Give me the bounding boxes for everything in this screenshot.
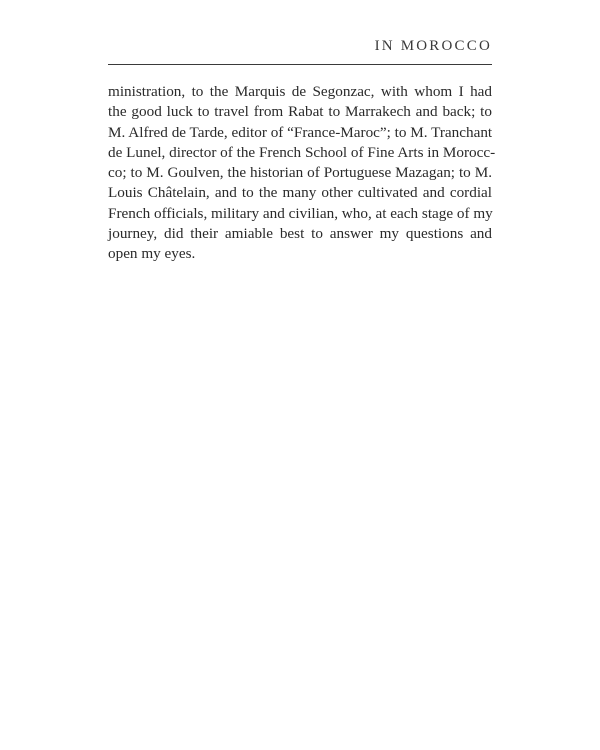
running-head: IN MOROCCO (374, 38, 492, 54)
text-line: the good luck to travel from Rabat to Marrakech and back; to (108, 103, 492, 121)
text-line: de Lunel, director of the French School of Fine Arts in Morocc- (108, 143, 496, 161)
text-line: ministration, to the Marquis de Segonzac, with whom I had (108, 83, 492, 100)
text-line: French officials, military and civilian, who, at each stage of my (108, 204, 493, 222)
header-rule (108, 64, 492, 65)
text-line: open my eyes. (108, 245, 196, 263)
text-line: M. Alfred de Tarde, editor of “France-Maroc”; to M. Tranchant (108, 123, 493, 141)
body-paragraph (108, 82, 496, 265)
text-line: co; to M. Goulven, the historian of Portuguese Mazagan; to M. (108, 164, 492, 182)
text-line: Louis Châtelain, and to the many other cultivated and cordial (108, 184, 492, 202)
text-line: journey, did their amiable best to answer my questions and (108, 225, 492, 243)
